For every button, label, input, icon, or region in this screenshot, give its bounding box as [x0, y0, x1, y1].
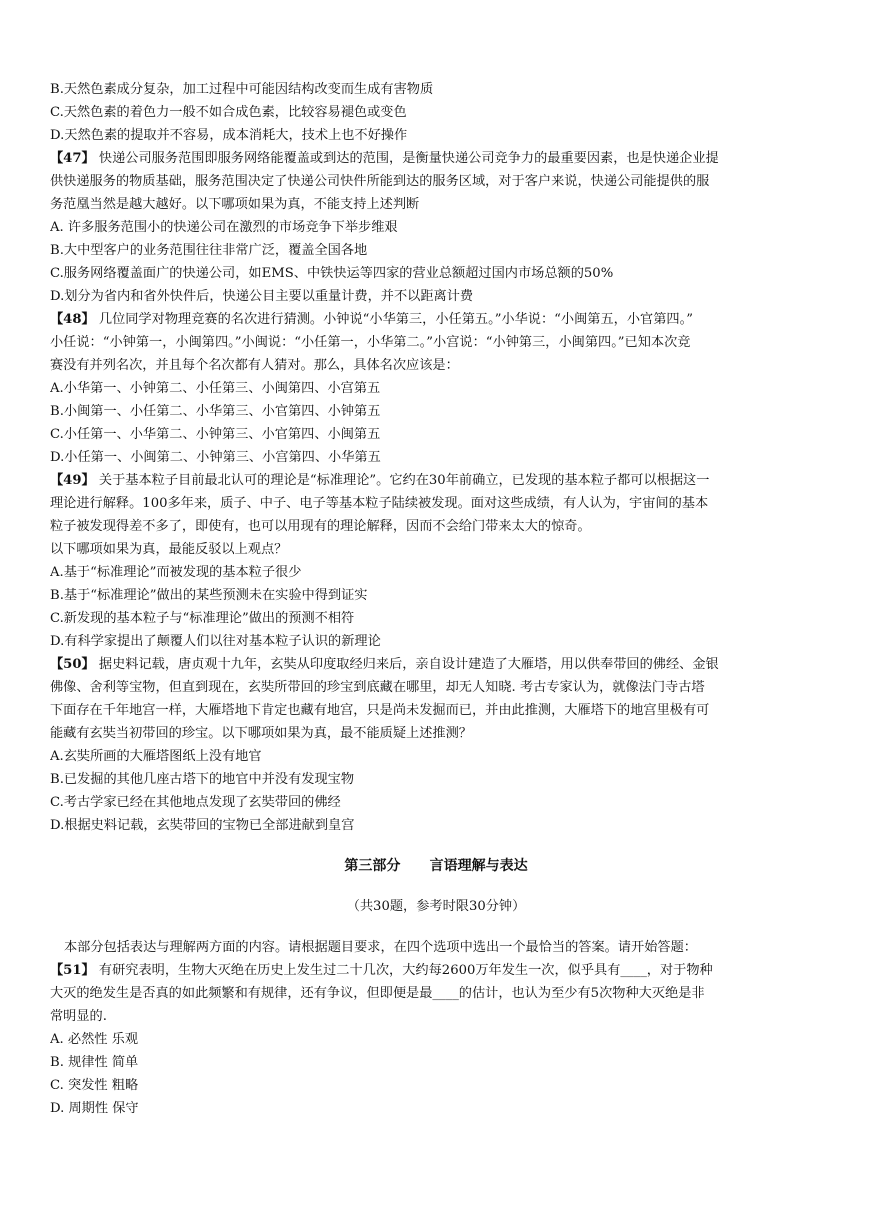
question-stem-line: 供快递服务的物质基础，服务范围决定了快递公司快件所能到达的服务区域，对于客户来说，快递公司能提供的服 [50, 174, 710, 189]
question-stem-line: 常明显的. [50, 1009, 107, 1024]
question-stem-line: 务范凰当然是越大越好。以下哪项如果为真，不能支持上述判断 [50, 197, 420, 212]
option-line: B. 规律性 简单 [50, 1055, 139, 1070]
question-stem-line: 几位同学对物理竞赛的名次进行猜测。小钟说“小华第三，小任第五。”小华说：“小闽第五，小官第四。” [94, 312, 693, 327]
question-number: 【48】 [50, 312, 95, 327]
question-49 [50, 469, 822, 653]
question-stem-line: 快递公司服务范围即服务网络能覆盖或到达的范围，是衡量快递公司竞争力的最重要因素，也是快递企业提 [94, 151, 719, 166]
option-line: B.大中型客户的业务范围往往非常广泛，覆盖全国各地 [50, 243, 368, 258]
exam-page [50, 78, 822, 1120]
question-stem-line: 佛像、舍利等宝物，但直到现在，玄奘所带回的珍宝到底藏在哪里，却无人知晓. 考古专家认为，就像法门寺古塔 [50, 680, 705, 695]
option-line: C. 突发性 粗略 [50, 1078, 139, 1093]
question-stem-line: 关于基本粒子目前最北认可的理论是“标准理论”。它约在30年前确立，已发现的基本粒子都可以根据这一 [94, 473, 710, 488]
option-line: D.有科学家提出了颠覆人们以往对基本粒子认识的新理论 [50, 634, 381, 649]
option-line: D.划分为省内和省外快件后，快递公目主要以重量计费，并不以距离计费 [50, 289, 474, 304]
question-number: 【51】 [50, 963, 95, 978]
question-stem-line: 有研究表明，生物大灭绝在历史上发生过二十几次，大约每2600万年发生一次，似乎具有____，对于物种 [94, 963, 713, 978]
option-line: D. 周期性 保守 [50, 1101, 139, 1116]
option-line: D.根据史料记载，玄奘带回的宝物已全部进献到皇宫 [50, 818, 355, 833]
option-line: A. 许多服务范围小的快递公司在激烈的市场竞争下举步维艰 [50, 220, 398, 235]
question-stem-line: 小任说：“小钟第一，小闽第四。”小闽说：“小任第一，小华第二。”小宫说：“小钟第三，小闽第四。”已知本次竞 [50, 335, 691, 350]
question-stem-line: 下面存在千年地宫一样，大雁塔地下肯定也藏有地宫，只是尚未发掘而已，并由此推测，大雁塔下的地宫里极有可 [50, 703, 710, 718]
option-line: C.考古学家已经在其他地点发现了玄奘带回的佛经 [50, 795, 341, 810]
option-line: D.小任第一、小闽第二、小钟第三、小宫第四、小华第五 [50, 450, 381, 465]
option-line: D.天然色素的提取并不容易，成本消耗大，技术上也不好操作 [50, 128, 408, 143]
question-stem-line: 能藏有玄奘当初带回的珍宝。以下哪项如果为真，最不能质疑上述推测？ [50, 726, 472, 741]
question-47 [50, 147, 822, 308]
option-line: C.新发现的基本粒子与“标准理论”做出的预测不相符 [50, 611, 355, 626]
question-number: 【47】 [50, 151, 95, 166]
option-line: C.小任第一、小华第二、小钟第三、小官第四、小闽第五 [50, 427, 381, 442]
question-46-options [50, 78, 822, 147]
question-stem-line: 理论进行解释。100多年来，质子、中子、电子等基本粒子陆续被发现。面对这些成绩，有人认为，宇宙间的基本 [50, 496, 709, 511]
option-line: A.小华第一、小钟第二、小任第三、小闽第四、小宫第五 [50, 381, 381, 396]
option-line: B.天然色素成分复杂，加工过程中可能因结构改变而生成有害物质 [50, 82, 434, 97]
section-title: 第三部分 言语理解与表达 [344, 858, 528, 874]
option-line: C.服务网络覆盖面广的快递公司，如EMS、中铁快运等四家的营业总额超过国内市场总额的50% [50, 266, 614, 281]
question-50 [50, 653, 822, 837]
section-intro: 本部分包括表达与理解两方面的内容。请根据题目要求，在四个选项中选出一个最恰当的答案。请开始答题： [64, 940, 697, 955]
option-line: A.玄奘所画的大雁塔图纸上没有地官 [50, 749, 262, 764]
section-note: （共30题，参考时限30分钟） [346, 899, 526, 914]
question-51 [50, 959, 822, 1120]
option-line: C.天然色素的着色力一般不如合成色素，比较容易褪色或变色 [50, 105, 407, 120]
question-number: 【49】 [50, 473, 95, 488]
option-line: A.基于“标准理论”而被发现的基本粒子很少 [50, 565, 302, 580]
question-stem-line: 以下哪项如果为真，最能反驳以上观点？ [50, 542, 288, 557]
question-stem-line: 赛没有并列名次，并且每个名次都有人猜对。那么，具体名次应该是： [50, 358, 459, 373]
question-stem-line: 据史料记载，唐贞观十九年，玄奘从印度取经归来后，亲自设计建造了大雁塔，用以供奉带回的佛经、金银 [94, 657, 719, 672]
question-48 [50, 308, 822, 469]
option-line: B.小闽第一、小任第二、小华第三、小官第四、小钟第五 [50, 404, 381, 419]
question-stem-line: 大灭的绝发生是否真的如此频繁和有规律，还有争议，但即便是最____的估计，也认为至少有5次物种大灭绝是非 [50, 986, 705, 1001]
option-line: B.已发掘的其他几座古塔下的地官中并没有发现宝物 [50, 772, 355, 787]
option-line: A. 必然性 乐观 [50, 1032, 139, 1047]
option-line: B.基于“标准理论”做出的某些预测未在实验中得到证实 [50, 588, 368, 603]
question-number: 【50】 [50, 657, 95, 672]
question-stem-line: 粒子被发现得差不多了，即使有，也可以用现有的理论解释，因而不会给门带来太大的惊奇。 [50, 519, 591, 534]
